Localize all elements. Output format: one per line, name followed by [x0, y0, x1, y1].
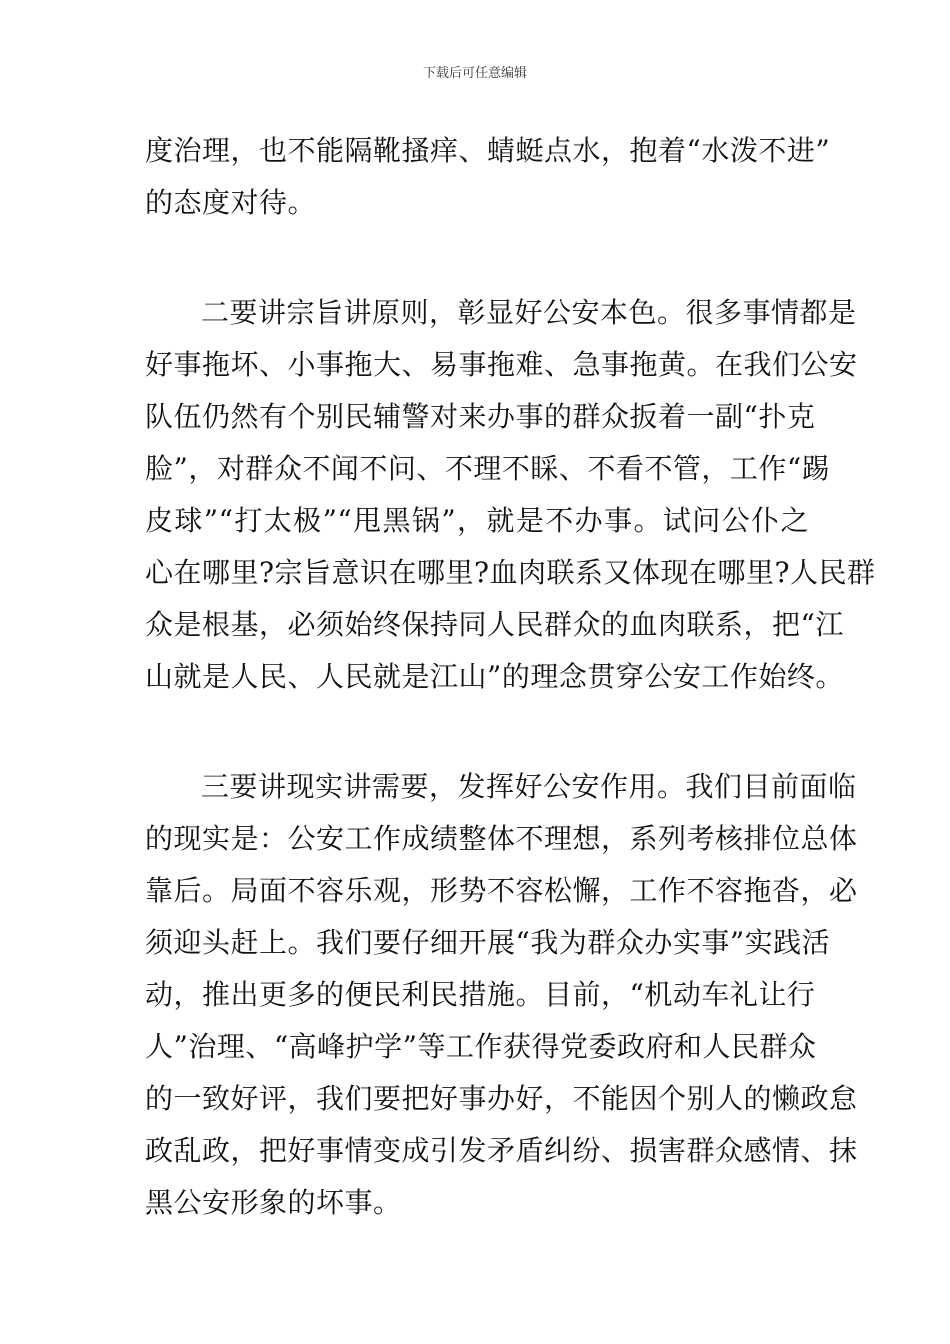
page-header-note: 下载后可任意编辑 [422, 66, 527, 81]
paragraph-gap [145, 229, 809, 287]
document-body [145, 125, 876, 1229]
text-line: 的一致好评，我们要把好事办好，不能因个别人的懒政怠 [145, 1082, 858, 1115]
text-line: 的现实是：公安工作成绩整体不理想，系列考核排位总体 [145, 822, 858, 855]
text-line: 心在哪里?宗旨意识在哪里?血肉联系又体现在哪里?人民群 [145, 556, 876, 589]
text-line: 皮球”“打太极”“甩黑锅”，就是不办事。试问公仆之 [145, 504, 809, 537]
text-line: 队伍仍然有个别民辅警对来办事的群众扳着一副“扑克 [145, 400, 816, 433]
text-line: 政乱政，把好事情变成引发矛盾纠纷、损害群众感情、抹 [145, 1134, 858, 1167]
text-line: 的态度对待。 [145, 186, 317, 219]
text-line: 靠后。局面不容乐观，形势不容松懈，工作不容拖沓，必 [145, 874, 858, 907]
paragraph-1 [145, 125, 831, 229]
text-line: 黑公安形象的坏事。 [145, 1186, 402, 1219]
text-line: 脸”，对群众不闻不问、不理不睬、不看不管，工作“踢 [145, 452, 831, 485]
text-line: 须迎头赶上。我们要仔细开展“我为群众办实事”实践活 [145, 926, 831, 959]
text-line: 人”治理、“高峰护学”等工作获得党委政府和人民群众 [145, 1030, 817, 1063]
text-line: 好事拖坏、小事拖大、易事拖难、急事拖黄。在我们公安 [145, 348, 858, 381]
text-line: 度治理，也不能隔靴搔痒、蜻蜓点水，抱着“水泼不进” [145, 134, 831, 167]
text-line: 山就是人民、人民就是江山”的理念贯穿公安工作始终。 [145, 660, 844, 693]
text-line: 三要讲现实讲需要，发挥好公安作用。我们目前面临 [201, 770, 857, 803]
paragraph-gap [145, 703, 809, 761]
text-line: 众是根基，必须始终保持同人民群众的血肉联系，把“江 [145, 608, 844, 641]
paragraph-3 [145, 761, 858, 1229]
paragraph-2 [145, 287, 876, 703]
text-line: 二要讲宗旨讲原则，彰显好公安本色。很多事情都是 [201, 296, 857, 329]
text-line: 动，推出更多的便民利民措施。目前，“机动车礼让行 [145, 978, 816, 1011]
